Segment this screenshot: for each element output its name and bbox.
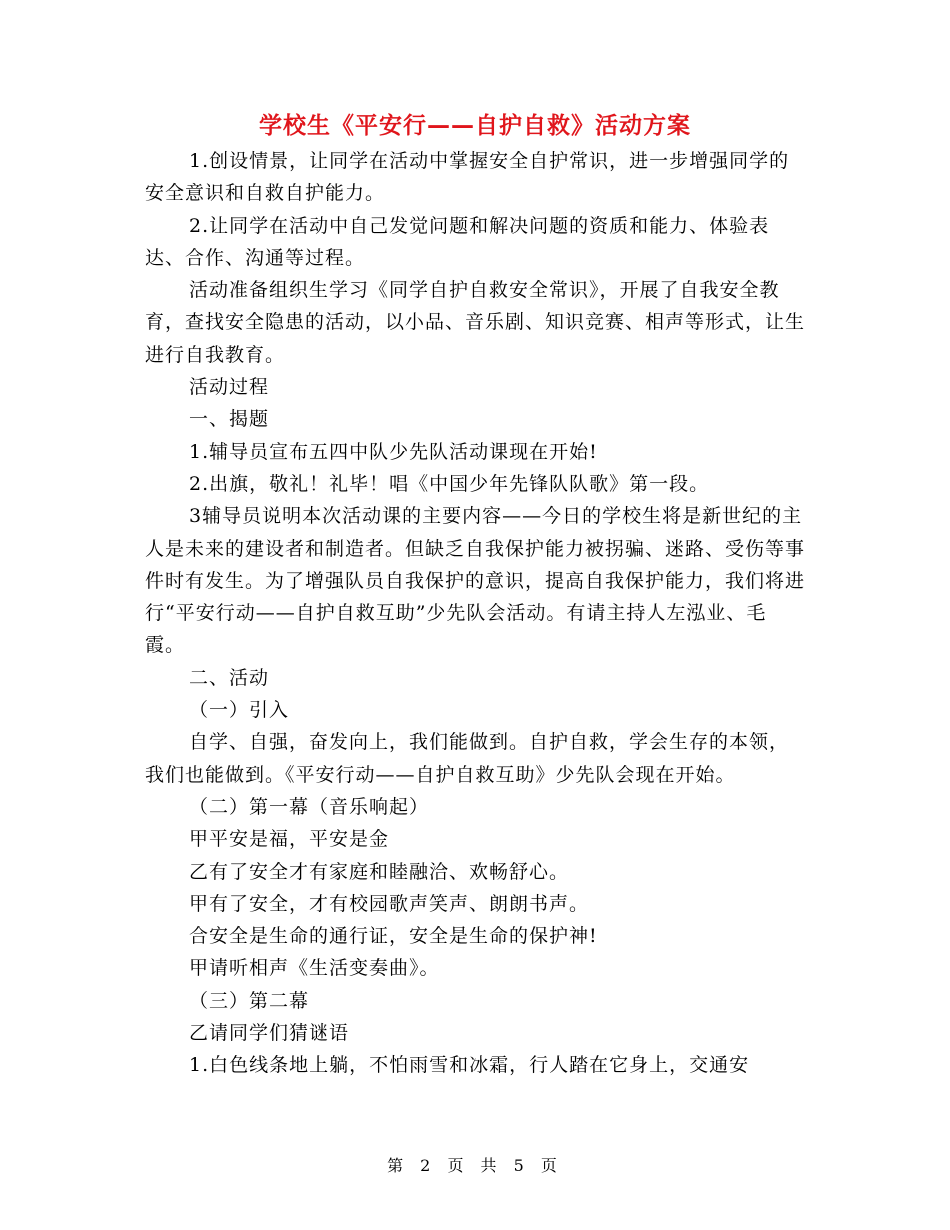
dialogue-line: 合安全是生命的通行证，安全是生命的保护神!: [189, 925, 598, 948]
dialogue-line: 甲有了安全，才有校园歌声笑声、朗朗书声。: [189, 892, 590, 915]
subsection-heading: （三）第二幕: [189, 989, 310, 1012]
dialogue-line: 甲请听相声《生活变奏曲》。: [189, 957, 440, 980]
paragraph: 2.出旗，敬礼！礼毕！唱《中国少年先锋队队歌》第一段。: [189, 472, 710, 495]
paragraph: 1.创设情景，让同学在活动中掌握安全自护常识，进一步增强同学的安全意识和自救自护能力。: [145, 150, 790, 205]
subsection-heading: （二）第一幕（音乐响起）: [189, 795, 430, 818]
document-body: [145, 145, 805, 1082]
document-title: 学校生《平安行——自护自救》活动方案: [259, 113, 691, 139]
paragraph: 1.辅导员宣布五四中队少先队活动课现在开始!: [189, 440, 598, 463]
paragraph: 活动过程: [189, 376, 270, 399]
paragraph: 2.让同学在活动中自己发觉问题和解决问题的资质和能力、体验表达、合作、沟通等过程。: [145, 214, 770, 269]
paragraph: 3辅导员说明本次活动课的主要内容——今日的学校生将是新世纪的主人是未来的建设者和制造者。但缺乏自我保护能力被拐骗、迷路、受伤等事件时有发生。为了增强队员自我保护的意识，提高自我保护能力，我们将进行“平安行动——自护自救互助”少先队会活动。有请主持人左泓业、毛霞。: [145, 505, 806, 657]
page-footer: 第 2 页 共 5 页: [387, 1156, 563, 1175]
paragraph: 1.白色线条地上躺，不怕雨雪和冰霜，行人踏在它身上，交通安: [189, 1054, 750, 1077]
dialogue-line: 甲平安是福，平安是金: [189, 828, 390, 851]
paragraph: 活动准备组织生学习《同学自护自救安全常识》，开展了自我安全教育，查找安全隐患的活动，以小品、音乐剧、知识竞赛、相声等形式，让生进行自我教育。: [145, 279, 806, 366]
section-heading: 二、活动: [189, 666, 270, 689]
paragraph: 自学、自强，奋发向上，我们能做到。自护自救，学会生存的本领，我们也能做到。《平安行动——自护自救互助》少先队会现在开始。: [145, 731, 790, 786]
dialogue-line: 乙有了安全才有家庭和睦融洽、欢畅舒心。: [189, 860, 570, 883]
subsection-heading: （一）引入: [189, 699, 290, 722]
section-heading: 一、揭题: [189, 408, 270, 431]
dialogue-line: 乙请同学们猜谜语: [189, 1022, 350, 1045]
